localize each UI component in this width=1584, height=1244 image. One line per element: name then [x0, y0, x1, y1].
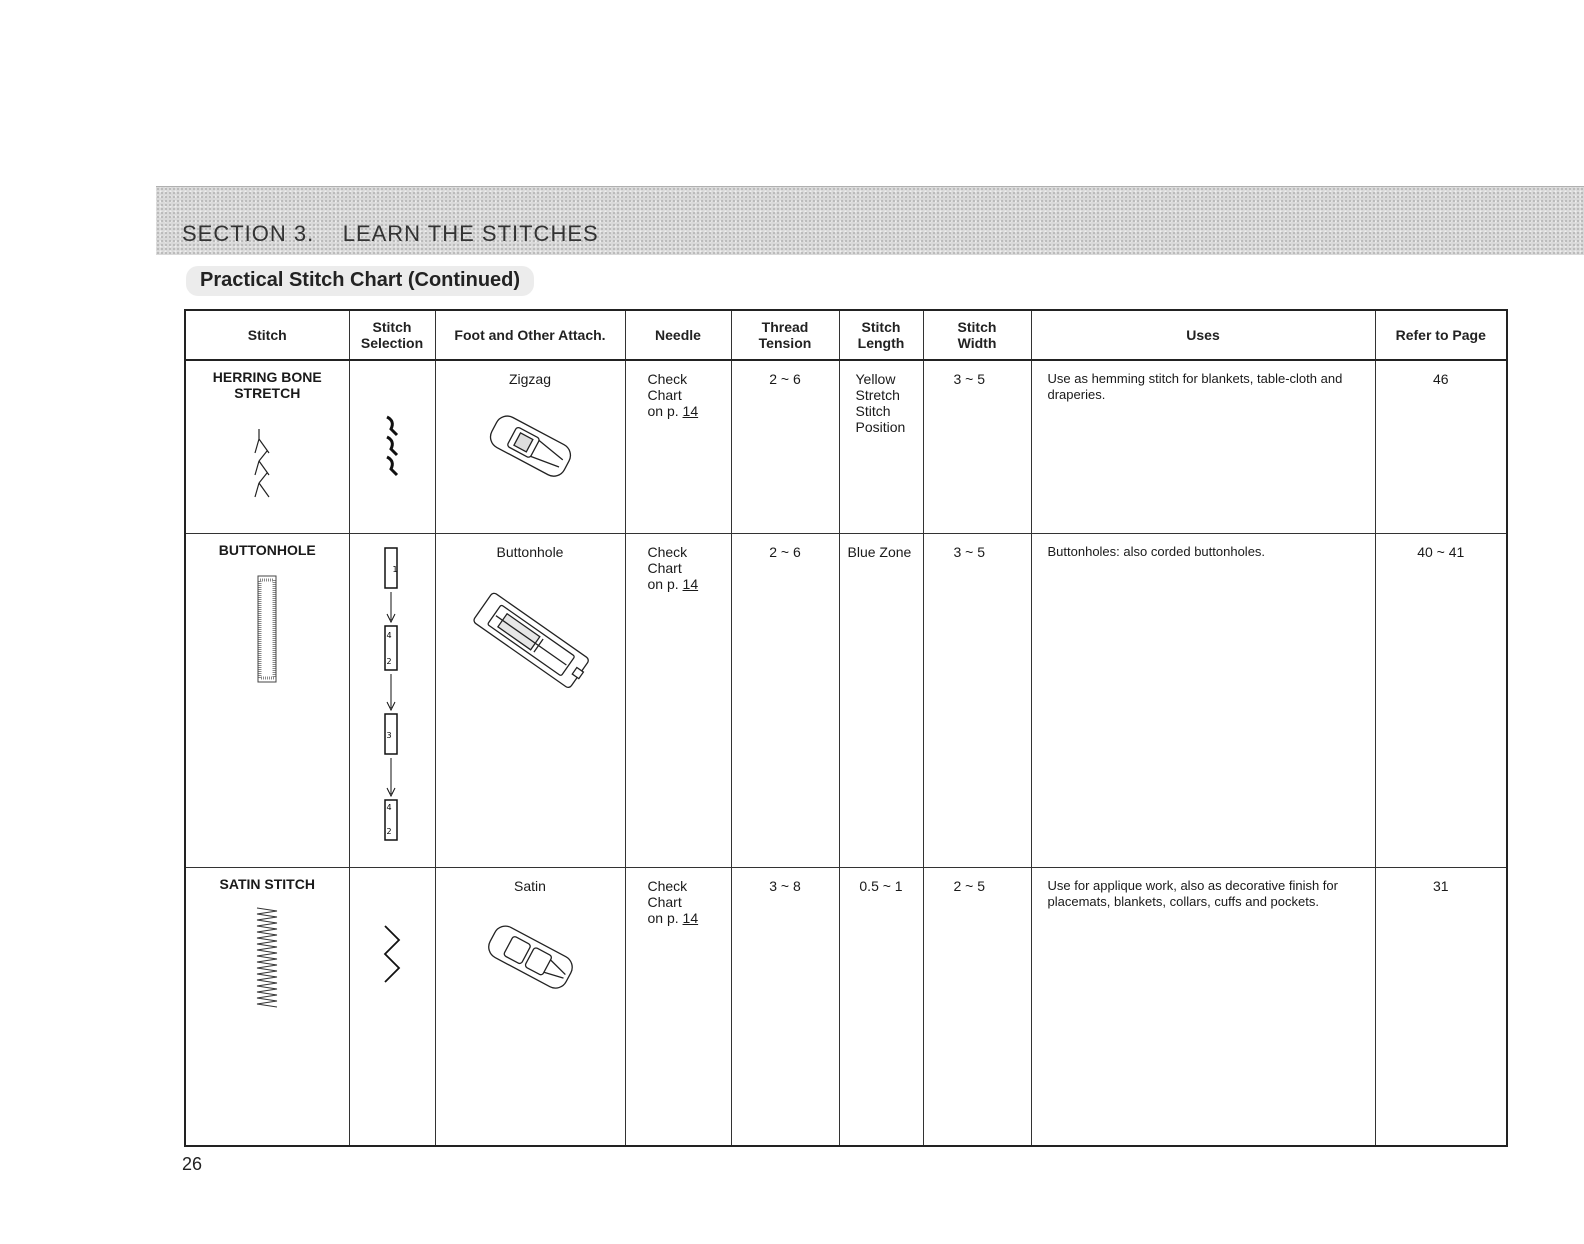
section-name: LEARN THE STITCHES — [342, 221, 599, 246]
refer-cell: 31 — [1375, 867, 1507, 1146]
stitch-cell: SATIN STITCH — [185, 867, 349, 1146]
header-uses: Uses — [1031, 310, 1375, 360]
svg-text:3: 3 — [386, 730, 392, 740]
header-thread-tension: Thread Tension — [731, 310, 839, 360]
table-row — [185, 533, 1507, 867]
stitch-selection-cell — [349, 533, 435, 867]
table-row — [185, 867, 1507, 1146]
header-stitch: Stitch — [185, 310, 349, 360]
satin-foot-icon — [475, 918, 585, 998]
header-needle: Needle — [625, 310, 731, 360]
section-title — [182, 221, 599, 247]
herringbone-selection-icon — [377, 411, 407, 491]
refer-cell: 40 ~ 41 — [1375, 533, 1507, 867]
tension-cell: 3 ~ 8 — [731, 867, 839, 1146]
header-refer-to-page: Refer to Page — [1375, 310, 1507, 360]
refer-cell: 46 — [1375, 360, 1507, 533]
foot-cell — [435, 360, 625, 533]
width-cell: 3 ~ 5 — [923, 360, 1031, 533]
satin-stitch-icon — [252, 904, 282, 1014]
stitch-cell: BUTTONHOLE — [185, 533, 349, 867]
width-cell: 2 ~ 5 — [923, 867, 1031, 1146]
stitch-selection-cell — [349, 867, 435, 1146]
svg-text:2: 2 — [386, 656, 392, 666]
foot-name: Buttonhole — [496, 543, 564, 560]
foot-cell — [435, 867, 625, 1146]
needle-cell: Check Chart on p. 14 — [625, 533, 731, 867]
header-row — [185, 310, 1507, 360]
table-row — [185, 360, 1507, 533]
section-header-band — [156, 186, 1584, 255]
needle-cell: Check Chart on p. 14 — [625, 867, 731, 1146]
svg-text:4: 4 — [386, 802, 392, 812]
header-foot: Foot and Other Attach. — [435, 310, 625, 360]
chart-subtitle: Practical Stitch Chart (Continued) — [186, 266, 534, 296]
uses-cell: Use as hemming stitch for blankets, table-cloth and draperies. — [1031, 360, 1375, 533]
uses-cell: Buttonholes: also corded buttonholes. — [1031, 533, 1375, 867]
length-cell: 0.5 ~ 1 — [839, 867, 923, 1146]
stitch-cell: HERRING BONE STRETCH — [185, 360, 349, 533]
foot-name: Zigzag — [508, 371, 552, 387]
tension-cell: 2 ~ 6 — [731, 360, 839, 533]
length-cell: Yellow Stretch Stitch Position — [839, 360, 923, 533]
section-number: SECTION 3. — [182, 221, 315, 246]
header-stitch-width: Stitch Width — [923, 310, 1031, 360]
stitch-chart-table — [184, 309, 1508, 1147]
buttonhole-stitch-icon — [252, 574, 282, 686]
buttonhole-foot-icon — [465, 582, 595, 702]
svg-text:2: 2 — [386, 826, 392, 836]
stitch-selection-cell — [349, 360, 435, 533]
page-number: 26 — [182, 1154, 203, 1174]
satin-selection-icon — [377, 920, 407, 1000]
header-stitch-length: Stitch Length — [839, 310, 923, 360]
foot-name: Satin — [514, 877, 546, 894]
buttonhole-step-sequence — [377, 546, 407, 846]
zigzag-foot-icon — [475, 407, 585, 487]
herringbone-stitch-icon — [247, 423, 287, 513]
uses-cell: Use for applique work, also as decorative finish for placemats, blankets, collars, cuffs and pockets. — [1031, 867, 1375, 1146]
tension-cell: 2 ~ 6 — [731, 533, 839, 867]
length-cell: Blue Zone — [839, 533, 923, 867]
width-cell: 3 ~ 5 — [923, 533, 1031, 867]
header-stitch-selection: Stitch Selection — [349, 310, 435, 360]
svg-text:4: 4 — [386, 630, 392, 640]
svg-text:1: 1 — [392, 564, 398, 574]
needle-cell: Check Chart on p. 14 — [625, 360, 731, 533]
foot-cell — [435, 533, 625, 867]
